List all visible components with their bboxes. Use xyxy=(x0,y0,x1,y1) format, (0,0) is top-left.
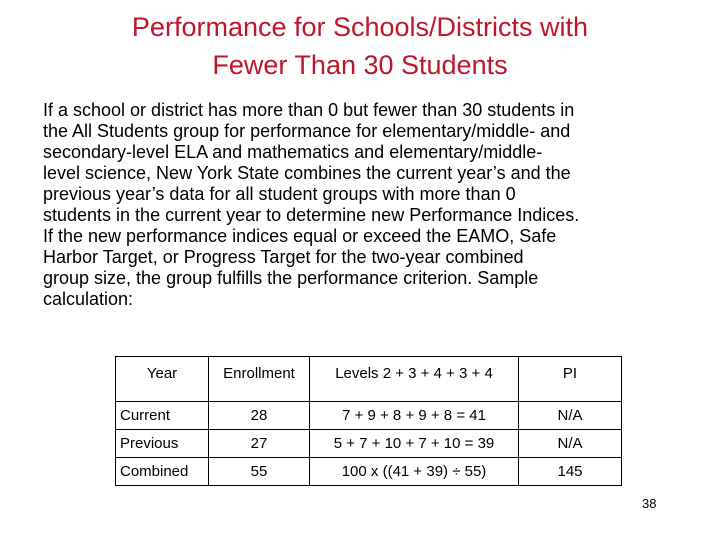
cell-enrollment: 55 xyxy=(209,458,310,486)
table-row xyxy=(116,402,622,430)
header-enrollment: Enrollment xyxy=(209,357,310,402)
header-pi: PI xyxy=(519,357,622,402)
table-row xyxy=(116,430,622,458)
body-line: group size, the group fulfills the performance criterion. Sample xyxy=(43,268,539,288)
body-line: secondary-level ELA and mathematics and elementary/middle- xyxy=(43,142,543,162)
body-paragraph xyxy=(43,100,708,310)
cell-year: Combined xyxy=(116,458,209,486)
body-line: If the new performance indices equal or exceed the EAMO, Safe xyxy=(43,226,557,246)
body-line: calculation: xyxy=(43,289,134,309)
body-line: students in the current year to determine new Performance Indices. xyxy=(43,205,580,225)
body-line: previous year’s data for all student groups with more than 0 xyxy=(43,184,516,204)
page-title xyxy=(0,8,720,84)
cell-pi: N/A xyxy=(519,402,622,430)
cell-enrollment: 27 xyxy=(209,430,310,458)
table-header-row xyxy=(116,357,622,402)
sample-calculation-table xyxy=(115,356,622,486)
body-line: level science, New York State combines the current year’s and the xyxy=(43,163,571,183)
table-row xyxy=(116,458,622,486)
cell-year: Previous xyxy=(116,430,209,458)
cell-pi: 145 xyxy=(519,458,622,486)
cell-levels: 7 + 9 + 8 + 9 + 8 = 41 xyxy=(310,402,519,430)
cell-year: Current xyxy=(116,402,209,430)
body-line: If a school or district has more than 0 but fewer than 30 students in xyxy=(43,100,575,120)
body-line: the All Students group for performance for elementary/middle- and xyxy=(43,121,571,141)
page-title-line-2: Fewer Than 30 Students xyxy=(212,50,508,80)
cell-levels: 100 x ((41 + 39) ÷ 55) xyxy=(310,458,519,486)
page-title-line-1: Performance for Schools/Districts with xyxy=(131,12,589,42)
cell-pi: N/A xyxy=(519,430,622,458)
cell-levels: 5 + 7 + 10 + 7 + 10 = 39 xyxy=(310,430,519,458)
header-levels: Levels 2 + 3 + 4 + 3 + 4 xyxy=(310,357,519,402)
page-number: 38 xyxy=(642,496,657,511)
header-year: Year xyxy=(116,357,209,402)
body-line: Harbor Target, or Progress Target for the two-year combined xyxy=(43,247,524,267)
cell-enrollment: 28 xyxy=(209,402,310,430)
